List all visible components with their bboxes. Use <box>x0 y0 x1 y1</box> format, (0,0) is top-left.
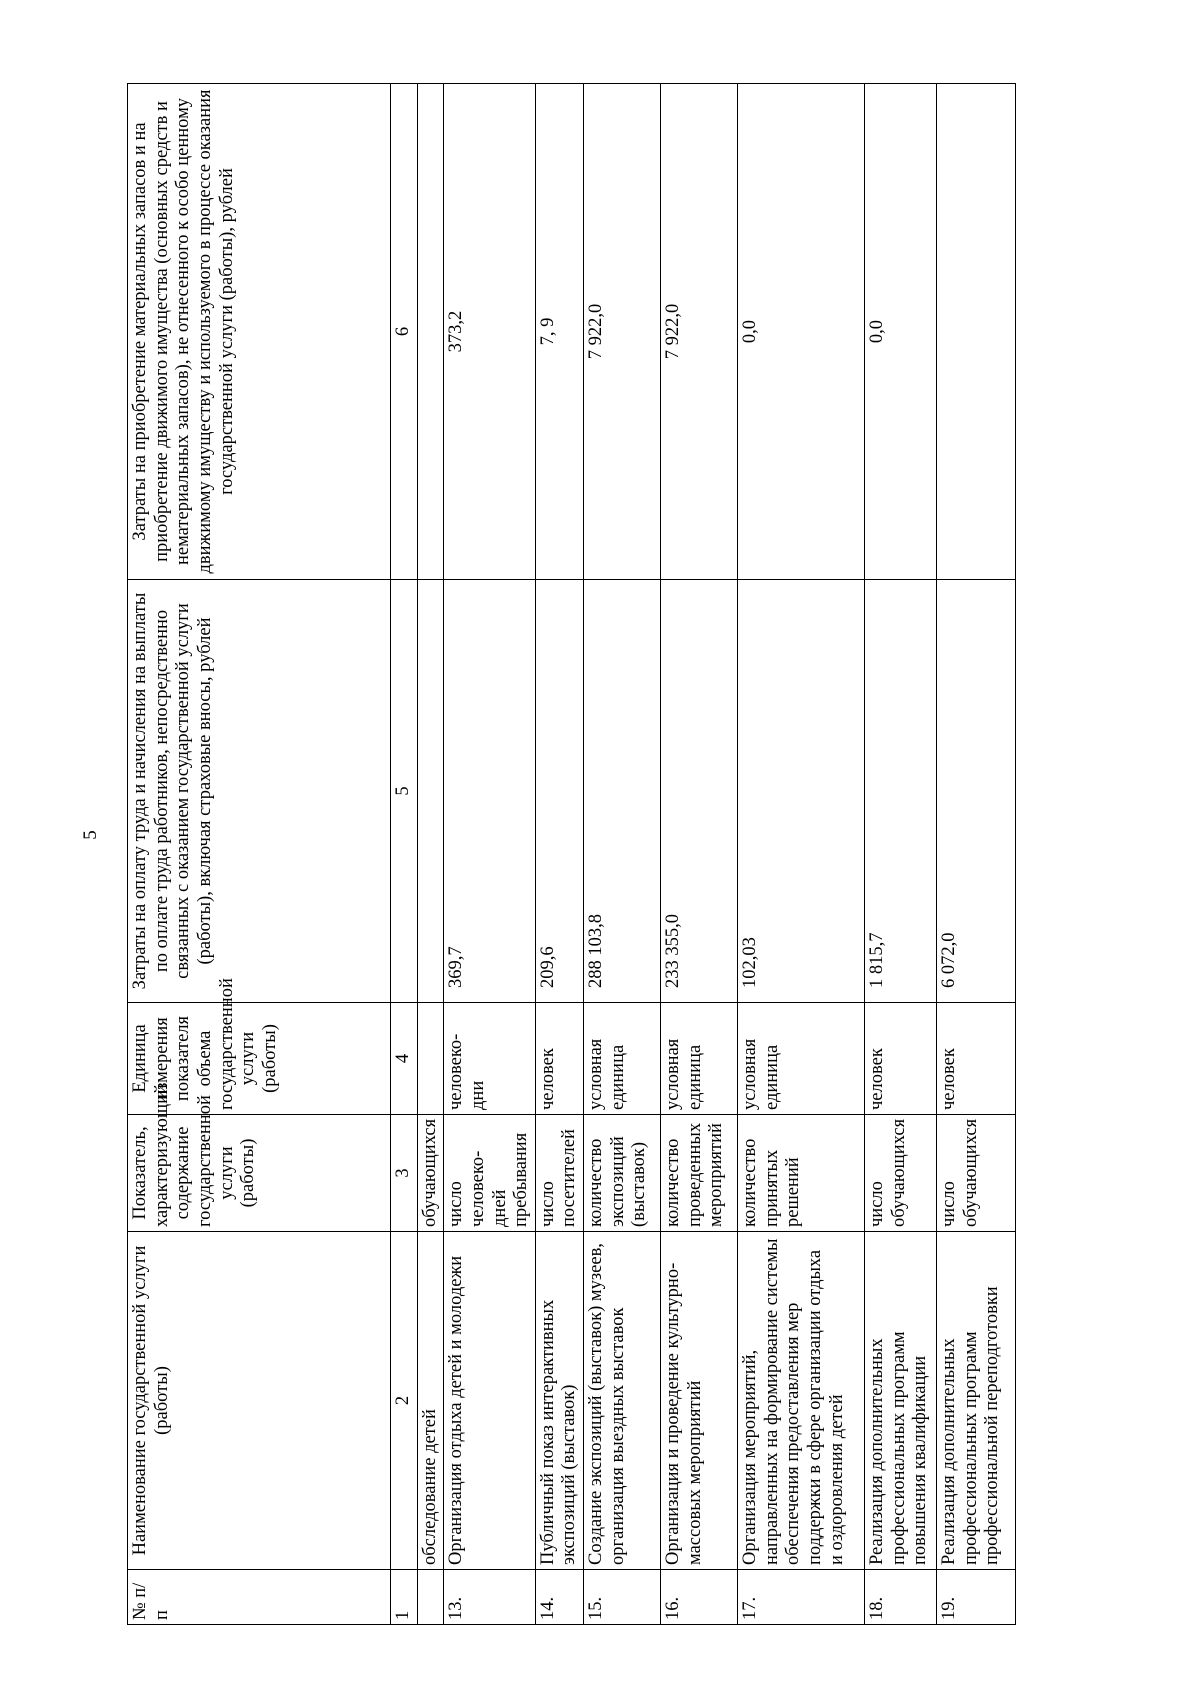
service-name: Публичный показ интерактивных экспозиций (выставок) <box>535 1232 583 1570</box>
indicator: число обучающихся <box>937 1115 1016 1232</box>
indicator: число обучающихся <box>865 1115 937 1232</box>
table-row <box>444 84 536 1625</box>
row-number: 15. <box>584 1570 661 1625</box>
column-number: 4 <box>391 1003 418 1115</box>
material-costs: 0,0 <box>865 84 937 580</box>
service-name: Создание экспозиций (выставок) музеев, организация выездных выставок <box>584 1232 661 1570</box>
service-name: Организация и проведение культурно-массовых мероприятий <box>661 1232 738 1570</box>
unit: человеко-дни <box>444 1003 536 1115</box>
continuation-row <box>417 84 444 1625</box>
material-costs <box>937 84 1016 580</box>
table-row <box>865 84 937 1625</box>
material-costs: 7 922,0 <box>584 84 661 580</box>
column-number: 5 <box>391 580 418 1003</box>
unit: человек <box>535 1003 583 1115</box>
labor-costs: 288 103,8 <box>584 580 661 1003</box>
header-number: № п/п <box>128 1570 391 1625</box>
service-name: Реализация дополнительных профессиональных программ повышения квалификации <box>865 1232 937 1570</box>
unit: условная единица <box>661 1003 738 1115</box>
material-costs: 7 922,0 <box>661 84 738 580</box>
unit: человек <box>937 1003 1016 1115</box>
material-costs: 0,0 <box>738 84 865 580</box>
indicator: количество принятых решений <box>738 1115 865 1232</box>
row-number: 19. <box>937 1570 1016 1625</box>
service-name: Организация отдыха детей и молодежи <box>444 1232 536 1570</box>
unit: человек <box>865 1003 937 1115</box>
column-number: 3 <box>391 1115 418 1232</box>
column-number: 6 <box>391 84 418 580</box>
table-cell <box>417 1570 444 1625</box>
row-number: 17. <box>738 1570 865 1625</box>
column-number-row <box>391 84 418 1625</box>
header-material-costs: Затраты на приобретение материальных запасов и на приобретение движимого имущества (основных средств и нематериальных запасов), не отнесенного к особо ценному движимому имуществу и используемого в процессе оказания государственной услуги (работы), рублей <box>128 84 391 580</box>
row-number: 16. <box>661 1570 738 1625</box>
indicator: число человеко-дней пребывания <box>444 1115 536 1232</box>
material-costs: 373,2 <box>444 84 536 580</box>
labor-costs: 369,7 <box>444 580 536 1003</box>
table-row <box>937 84 1016 1625</box>
header-unit: Единица измерения показателя объема государственной услуги (работы) <box>128 1003 391 1115</box>
labor-costs: 6 072,0 <box>937 580 1016 1003</box>
table-cell: обучающихся <box>417 1115 444 1232</box>
labor-costs: 102,03 <box>738 580 865 1003</box>
table-row <box>661 84 738 1625</box>
indicator: количество проведенных мероприятий <box>661 1115 738 1232</box>
rotated-table-container <box>127 84 1110 1625</box>
table-cell <box>417 580 444 1003</box>
service-name: Реализация дополнительных профессиональных программ профессиональной переподготовки <box>937 1232 1016 1570</box>
labor-costs: 233 355,0 <box>661 580 738 1003</box>
material-costs: 7, 9 <box>535 84 583 580</box>
table-cell <box>417 84 444 580</box>
table-row <box>535 84 583 1625</box>
header-service-name: Наименование государственной услуги (работы) <box>128 1232 391 1570</box>
table-cell: обследование детей <box>417 1232 444 1570</box>
service-name: Организация мероприятий, направленных на формирование системы обеспечения предоставления мер поддержки в сфере организации отдыха и оздоровления детей <box>738 1232 865 1570</box>
table-header-row <box>128 84 391 1625</box>
row-number: 13. <box>444 1570 536 1625</box>
header-indicator: Показатель, характеризующий содержание государственной услуги (работы) <box>128 1115 391 1232</box>
column-number: 2 <box>391 1232 418 1570</box>
header-labor-costs: Затраты на оплату труда и начисления на выплаты по оплате труда работников, непосредственно связанных с оказанием государственной услуги (работы), включая страховые вносы, рублей <box>128 580 391 1003</box>
services-cost-table <box>127 83 1016 1625</box>
table-row <box>584 84 661 1625</box>
column-number: 1 <box>391 1570 418 1625</box>
table-row <box>738 84 865 1625</box>
indicator: количество экспозиций (выставок) <box>584 1115 661 1232</box>
row-number: 18. <box>865 1570 937 1625</box>
page-number: 5 <box>80 830 101 840</box>
row-number: 14. <box>535 1570 583 1625</box>
labor-costs: 209,6 <box>535 580 583 1003</box>
indicator: число посетителей <box>535 1115 583 1232</box>
labor-costs: 1 815,7 <box>865 580 937 1003</box>
unit: условная единица <box>584 1003 661 1115</box>
unit: условная единица <box>738 1003 865 1115</box>
table-cell <box>417 1003 444 1115</box>
